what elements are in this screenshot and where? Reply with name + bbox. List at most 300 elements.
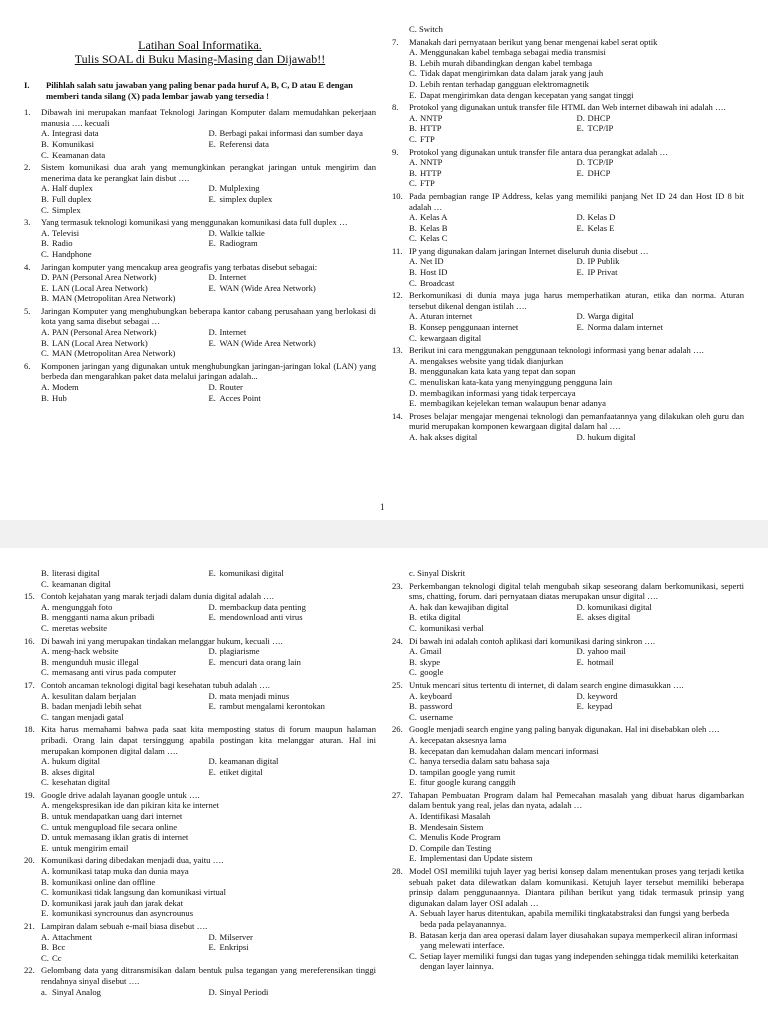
answer-option [409,90,744,101]
option-letter: D. [208,756,217,767]
option-letter: E. [409,853,417,864]
option-text: Dapat mengirimkan data dengan kecepatan yang sangat tinggi [420,89,634,100]
answer-option [41,139,209,150]
answer-option [409,278,577,289]
option-text: Walkie talkie [219,227,265,238]
question-text: Jaringan Komputer yang menghubungkan beberapa kantor cabang perusahaan yang berlokasi di kota yang sama disebut sebagai … [41,305,376,327]
answer-option [577,322,745,333]
option-letter: A. [41,690,50,701]
option-text: fitur google kurang canggih [420,777,516,788]
option-text: Radio [52,238,73,249]
answer-option [409,746,744,757]
question-line [392,581,744,602]
option-text: TCP/IP [587,157,614,168]
question-list [24,591,376,997]
option-letter: D. [576,690,585,701]
answer-option [409,233,577,244]
question-text: Gelombang data yang ditransmisikan dalam bentuk pulsa tegangan yang mereferensikan tinggi rendahnya sinyal disebut …. [41,965,376,986]
answer-option [409,212,577,223]
option-text: Handphone [52,248,92,259]
option-text: password [420,701,453,712]
question-text: Jaringan komputer yang mencakup area geografis yang terbatas disebut sebagai: [41,261,318,272]
answer-option [41,777,209,788]
option-letter: A. [41,646,50,657]
option-letter: E. [576,322,584,333]
answer-option [409,930,744,951]
answer-option [409,853,744,864]
option-letter: C. [41,248,49,259]
option-letter: B. [41,238,49,249]
answer-option [577,691,745,702]
option-letter: C. [409,832,417,843]
option-text: Konsep penggunaan internet [420,322,519,333]
option-letter: E. [208,656,216,667]
option-text: DHCP [587,167,611,178]
option-letter: B. [41,293,49,304]
option-letter: D. [576,431,585,442]
option-letter: C. [41,204,49,215]
question-number: 4. [24,261,31,272]
option-text: username [420,711,453,722]
option-text: hukum digital [52,756,100,767]
option-list [392,47,744,100]
option-list [24,382,376,403]
question-number: 8. [392,102,399,113]
question-item [24,262,376,304]
instruction [24,80,376,101]
option-text: membagikan kejelekan teman walaupun benar adanya [420,398,606,409]
question-item [392,345,744,409]
option-letter: B. [409,267,417,278]
option-text: Kelas B [420,222,448,233]
option-letter: D. [409,842,418,853]
option-list [24,756,376,788]
option-text: literasi digital [52,568,100,578]
option-text: untuk memasang iklan gratis di internet [52,832,189,843]
title-line-1: Latihan Soal Informatika. [138,38,262,52]
option-letter: D. [208,646,217,657]
question-item [392,246,744,288]
answer-option [41,712,209,723]
question-item [24,591,376,633]
instruction-text: Pilihlah salah satu jawaban yang paling benar pada huruf A, B, C, D atau E dengan memberi tanda silang (X) pada lembar jawab yang tersedia ! [46,80,353,101]
question-item [392,102,744,144]
option-text: badan menjadi lebih sehat [52,701,142,712]
option-list [392,157,744,189]
option-text: etiket digital [219,766,263,777]
answer-option [577,113,745,124]
answer-option [209,283,377,294]
option-text: etika digital [420,612,461,623]
option-letter: A. [41,128,50,139]
option-text: Router [219,382,243,393]
option-list [24,987,376,998]
question-item [392,37,744,101]
question-number: 23. [392,580,403,591]
answer-option [577,256,745,267]
option-text: komunikasi syncrounus dan asyncrounus [52,908,194,919]
answer-option [41,691,209,702]
option-letter: A. [41,800,50,811]
answer-option [41,348,209,359]
question-number: 16. [24,635,35,646]
answer-option [409,157,577,168]
answer-option [409,388,744,399]
option-text: MAN (Metropolitan Area Network) [52,293,176,304]
answer-option [409,832,744,843]
question-number: 1. [24,107,31,118]
option-list [24,691,376,723]
option-list [24,932,376,964]
question-line [392,147,744,158]
continued-option: C. Switch [409,24,443,34]
question-line [392,102,744,113]
answer-option [409,134,577,145]
question-line [392,790,744,811]
option-letter: B. [409,167,417,178]
question-text: Pada pembagian range IP Address, kelas yang memiliki panjang Net ID 24 dan Host ID 8 bit adalah … [409,190,744,212]
answer-option [41,228,209,239]
option-letter: C. [409,667,417,678]
answer-option [409,602,577,613]
answer-option [577,612,745,623]
answer-option [41,953,209,964]
option-letter: D. [208,690,217,701]
option-text: akses digital [587,612,631,623]
question-text: Dibawah ini merupakan manfaat Teknologi Jaringan Komputer dalam memudahkan pekerjaan manusia …. kecuali [41,107,376,128]
question-number: 5. [24,305,31,316]
answer-option [209,128,377,139]
answer-option [41,128,209,139]
answer-option [409,623,577,634]
question-item [392,147,744,189]
question-number: 15. [24,591,35,602]
option-letter: C. [409,950,417,961]
question-item [392,411,744,443]
option-text: hanya tersedia dalam satu bahasa saja [420,756,550,767]
question-line [392,866,744,908]
option-text: hotmail [587,656,614,667]
question-list [392,37,744,443]
option-letter: A. [409,601,418,612]
answer-option [209,194,377,205]
question-number: 17. [24,679,35,690]
option-text: WAN (Wide Area Network) [219,337,316,348]
question-line [24,217,376,228]
answer-option [577,223,745,234]
answer-option [41,646,209,657]
option-letter: B. [41,701,49,712]
answer-option [41,393,209,404]
question-number: 27. [392,789,403,800]
question-line [24,724,376,756]
option-text: IP Privat [587,267,618,278]
answer-option [41,338,209,349]
option-letter: E. [208,282,216,293]
option-text: mengunggah foto [52,601,113,612]
answer-option [41,150,209,161]
question-item [392,724,744,788]
option-letter: A. [41,382,50,393]
question-line [392,680,744,691]
answer-option [209,701,377,712]
option-letter: C. [41,622,49,633]
option-text: Bcc [52,942,66,953]
option-letter: D. [41,897,50,908]
page-number: 1 [380,502,385,512]
question-line [392,246,744,257]
answer-option [209,139,377,150]
question-item [24,680,376,722]
option-text: Tidak dapat mengirimkan data dalam jarak yang jauh [420,68,604,79]
option-letter: E. [409,89,417,100]
answer-option [209,183,377,194]
option-text: keyword [587,690,618,701]
question-item [392,790,744,864]
answer-option [41,942,209,953]
answer-option [209,238,377,249]
continued-options [24,568,376,589]
option-text: mengunduh music illegal [52,656,139,667]
option-text: mata menjadi minus [219,690,290,701]
answer-option [409,366,744,377]
page-2 [0,548,768,1024]
option-letter: B. [41,612,49,623]
question-list [392,581,744,972]
option-text: LAN (Local Area Network) [52,337,148,348]
answer-option [41,800,376,811]
option-letter: D. [576,157,585,168]
option-text: akses digital [52,766,95,777]
question-text: Google drive adalah layanan google untuk …. [41,789,200,800]
question-text: Protokol yang digunakan untuk transfer file HTML dan Web internet dibawah ini adalah …. [409,102,726,113]
option-text: Enkripsi [219,942,249,953]
answer-option [409,168,577,179]
option-letter: B. [409,222,417,233]
question-text: Untuk mencari situs tertentu di internet, di dalam search engine dimasukkan …. [409,679,684,690]
question-line [24,680,376,691]
answer-option [577,602,745,613]
option-text: keamanan digital [52,578,111,589]
answer-option [409,691,577,702]
question-number: 3. [24,217,31,228]
option-letter: E. [208,392,216,403]
option-letter: A. [409,355,418,366]
answer-option [41,767,209,778]
answer-option [409,267,577,278]
question-line [24,107,376,128]
option-letter: E. [576,222,584,233]
answer-option [209,691,377,702]
option-text: keyboard [420,690,452,701]
question-text: Yang termasuk teknologi komunikasi yang menggunakan komunikasi data full duplex … [41,217,348,228]
option-letter: D. [576,256,585,267]
option-letter: C. [41,711,49,722]
answer-option [41,327,209,338]
answer-option [41,382,209,393]
option-text: NNTP [420,157,443,168]
option-letter: A. [409,256,418,267]
option-text: MAN (Metropolitan Area Network) [52,348,176,359]
option-text: hak dan kewajiban digital [420,601,509,612]
option-list [392,602,744,634]
option-list [392,691,744,723]
option-text: Compile dan Testing [420,842,492,853]
option-letter: E. [576,267,584,278]
option-letter: A. [409,431,418,442]
option-letter: E. [41,842,49,853]
option-text: membackup data penting [219,601,306,612]
option-letter: A. [409,47,418,58]
option-letter: E. [208,337,216,348]
option-letter: C. [41,952,49,963]
option-text: untuk mengirim email [52,842,129,853]
question-text: IP yang digunakan dalam jaringan Internet diseluruh dunia disebut … [409,245,649,256]
question-item [392,636,744,678]
question-line [392,37,744,48]
question-line [392,345,744,356]
option-text: Attachment [52,931,93,942]
option-text: Menulis Kode Program [420,832,501,843]
question-number: 24. [392,635,403,646]
answer-option [577,432,745,443]
answer-option [41,843,376,854]
option-letter: E. [41,282,49,293]
option-letter: A. [41,183,50,194]
answer-option [41,908,376,919]
option-text: Internet [219,272,247,283]
answer-option [41,623,209,634]
option-text: NNTP [420,112,443,123]
option-letter: C. [409,622,417,633]
question-line [24,162,376,183]
question-text: Protokol yang digunakan untuk transfer file antara dua perangkat adalah … [409,146,669,157]
question-line [24,591,376,602]
option-text: PAN (Personal Area Network) [52,272,157,283]
option-letter: E. [208,238,216,249]
answer-option [209,987,377,998]
option-letter: D. [208,986,217,997]
question-line [24,306,376,327]
option-text: komunikasi tatap muka dan dunia maya [52,866,189,877]
option-letter: C. [409,377,417,387]
option-letter: A. [409,311,418,322]
option-letter: E. [409,777,417,788]
option-letter: E. [576,167,584,178]
answer-option [409,178,577,189]
question-text: Contoh ancaman teknologi digital bagi kesehatan tubuh adalah …. [41,679,270,690]
option-text: kecepatan aksesnya lama [420,734,507,745]
question-number: 2. [24,162,31,173]
option-text: Kelas E [587,222,615,233]
answer-option [209,942,377,953]
answer-option [41,866,376,877]
answer-option [409,322,577,333]
answer-option [41,194,209,205]
answer-option [577,168,745,179]
question-text: Kita harus memahami bahwa pada saat kita memposting status di forum maupun halaman pribadi. Orang lain dapat tersinggung apabila postingan kita melanggar aturan. Hal ini merupakan komponen digital dalam …. [41,724,376,756]
option-text: HTTP [420,167,442,178]
option-letter: E. [576,123,584,134]
option-letter: D. [208,183,217,194]
option-letter: A. [41,327,50,338]
option-list [392,212,744,244]
question-number: 14. [392,410,403,421]
answer-option [409,822,744,833]
option-text: Radiogram [219,238,258,249]
option-text: FTP [420,133,435,144]
question-item [392,191,744,244]
option-list [24,646,376,678]
option-text: LAN (Local Area Network) [52,282,148,293]
answer-option [41,612,209,623]
option-list [392,735,744,788]
option-letter: B. [41,337,49,348]
option-letter: A. [409,908,418,919]
option-letter: E. [208,942,216,953]
question-number: 11. [392,245,403,256]
answer-option [209,657,377,668]
option-text: komunikasi tidak langsung dan komunikasi virtual [52,887,227,898]
question-list [24,107,376,403]
answer-option [409,79,744,90]
question-text: Di bawah ini adalah contoh aplikasi dari komunikasi daring sinkron …. [409,635,656,646]
option-letter: D. [41,832,50,843]
option-text: Televisi [52,227,80,238]
option-text: mengganti nama akun pribadi [52,612,155,623]
option-list [24,866,376,919]
option-text: menuliskan kata-kata yang menyinggung pengguna lain [420,377,613,387]
answer-option [409,777,744,788]
option-text: Integrasi data [52,128,99,139]
option-text: kesehatan digital [52,777,110,788]
option-letter: E. [576,701,584,712]
option-text: Referensi data [219,138,269,149]
option-letter: D. [208,601,217,612]
answer-option [409,646,577,657]
answer-option [409,377,744,388]
option-text: Mulplexing [219,183,260,194]
question-text: Sistem komunikasi dua arah yang memungkinkan perangkat jaringan untuk mengirim dan menerima data ke perangkat lain disbut …. [41,162,376,183]
question-text: Lampiran dalam sebuah e-mail biasa disebut …. [41,921,208,931]
question-number: 10. [392,190,403,201]
option-letter: E. [576,656,584,667]
option-letter: B. [41,193,49,204]
option-letter: D. [208,382,217,393]
question-item [392,680,744,722]
option-text: Kelas A [420,212,448,223]
answer-option [41,249,209,260]
option-text: FTP [420,178,435,189]
answer-option [41,811,376,822]
answer-option [209,338,377,349]
question-text: Proses belajar mengajar mengenai teknologi dan pemanfaatannya yang dilakukan oleh guru dan murid merupakan komponen kewargaan digital dalam hal …. [409,410,744,432]
answer-option [41,602,209,613]
answer-option [209,228,377,239]
answer-option [409,432,577,443]
option-letter: C. [409,178,417,189]
option-letter: A. [409,646,418,657]
option-text: Implementasi dan Update sistem [420,853,533,864]
question-item [24,361,376,403]
option-letter: A. [41,227,50,238]
answer-option [409,811,744,822]
page-2-right-column [392,568,744,972]
option-text: mendownload anti virus [219,612,303,623]
option-letter: C. [409,756,417,767]
answer-option [409,333,577,344]
question-line [392,290,744,311]
